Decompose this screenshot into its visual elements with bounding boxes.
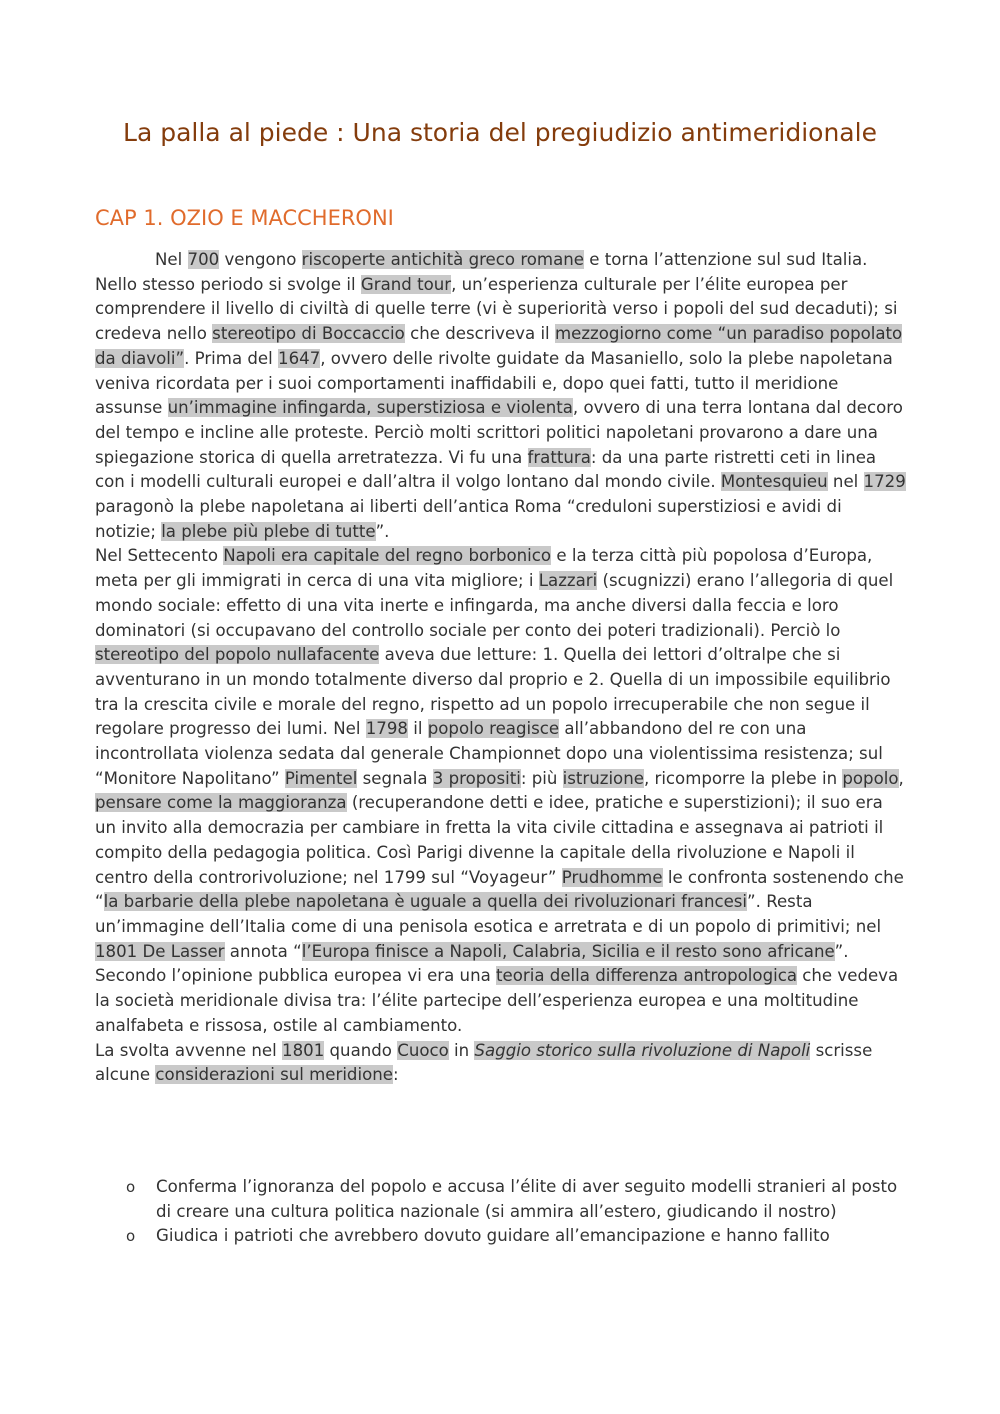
text-run: e la terza città più popolosa d’Europa, meta per gli immigrati in cerca di una vita migliore; i — [95, 546, 873, 591]
highlighted-book-title: Saggio storico sulla rivoluzione di Napoli — [474, 1040, 811, 1060]
text-run: ”. — [375, 521, 390, 541]
text-run: , un’esperienza culturale per l’élite europea per comprendere il livello di civiltà di quelle terre (vi è superiorità verso i popoli del sud decaduti); si credeva nello — [95, 274, 898, 344]
paragraph-3 — [95, 1039, 907, 1088]
text-run: all’abbandono del re con una incontrollata violenza sedata dal generale Championnet dopo una violentissima resistenza; sul “Monitore Napolitano” — [95, 719, 883, 788]
text-run: annota “ — [224, 941, 302, 961]
highlighted-text: popolo — [842, 768, 899, 788]
text-run: La svolta avvenne nel — [95, 1040, 283, 1060]
text-run: , ovvero di una terra lontana dal decoro del tempo e incline alle proteste. Perciò molti scrittori politici napoletani provarono a dare una spiegazione storica di quella arretratezza. Vi fu una — [95, 398, 903, 467]
highlighted-text: frattura — [527, 447, 591, 467]
list-item-text: Giudica i patrioti che avrebbero dovuto guidare all’emancipazione e hanno fallito — [156, 1226, 830, 1246]
text-run: aveva due letture: 1. Quella dei lettori d’oltralpe che si avventurano in un mondo totalmente diverso dal proprio e 2. Quella di un impossibile equilibrio tra la crescita civile e morale del regno, rispetto ad un popolo irrecuperabile che non segue il regolare progresso dei lumi. Nel — [95, 645, 891, 739]
highlighted-text: un’immagine infingarda, superstiziosa e violenta — [167, 398, 573, 418]
text-run: (recuperandone detti e idee, pratiche e superstizioni); il suo era un invito alla democrazia per cambiare in fretta la vita civile cittadina e assegnava ai patrioti il compito della pedagogia politica. Così Parigi divenne la capitale della rivoluzione e Napoli il centro della controrivoluzione; nel 1799 sul “Voyageur” — [95, 793, 884, 887]
highlighted-text: stereotipo di Boccaccio — [212, 324, 405, 344]
highlighted-text: Napoli era capitale del regno borbonico — [223, 546, 552, 566]
text-run: ”. Resta un’immagine dell’Italia come di una penisola esotica e arretrata e di un popolo di primitivi; nel — [95, 892, 882, 936]
text-run: vengono — [219, 250, 302, 269]
document-title: La palla al piede : Una storia del pregiudizio antimeridionale — [123, 118, 877, 147]
text-run: ”. Secondo l’opinione pubblica europea vi era una — [95, 941, 886, 986]
text-run: Nel — [155, 250, 188, 269]
text-run: scrisse alcune — [95, 1040, 873, 1085]
highlighted-text: l’Europa finisce a Napoli, Calabria, Sicilia e il resto sono africane — [301, 941, 835, 961]
paragraph-1 — [95, 248, 907, 544]
text-run: : — [392, 1065, 399, 1085]
highlighted-text: 3 propositi — [432, 768, 521, 788]
text-run: nel — [827, 472, 864, 492]
highlighted-text: 1798 — [365, 719, 408, 739]
chapter-heading: CAP 1. OZIO E MACCHERONI — [95, 206, 394, 230]
list-item-text: Conferma l’ignoranza del popolo e accusa l’élite di aver seguito modelli stranieri al posto di creare una cultura politica nazionale (si ammira all’estero, giudicando il nostro) — [156, 1177, 898, 1221]
highlighted-text: teoria della differenza antropologica — [496, 966, 798, 986]
text-run: che descriveva il — [404, 324, 555, 344]
highlighted-text: riscoperte antichità greco romane — [301, 250, 584, 269]
highlighted-text: Pimentel — [284, 768, 358, 788]
bullet-list — [95, 1175, 907, 1249]
text-run: . Prima del — [184, 348, 279, 368]
highlighted-text: 1647 — [278, 348, 321, 368]
text-run: il — [407, 719, 428, 739]
highlighted-text: Montesquieu — [720, 472, 828, 492]
highlighted-text: Cuoco — [397, 1040, 449, 1060]
highlighted-text: Lazzari — [538, 571, 598, 591]
highlighted-text: 700 — [187, 250, 220, 269]
list-item — [95, 1175, 907, 1224]
highlighted-text: pensare come la maggioranza — [95, 793, 347, 813]
text-run: e torna l’attenzione sul sud Italia. Nello stesso periodo si svolge il — [95, 250, 868, 294]
text-run: (scugnizzi) erano l’allegoria di quel mondo sociale: effetto di una vita inerte e infingarda, ma anche diversi dalla feccia e loro dominatori (si occupavano del controllo sociale per conto dei poteri tradizionali). Perciò lo — [95, 571, 894, 640]
highlighted-text: 1729 — [863, 472, 906, 492]
highlighted-text: la plebe più plebe di tutte — [161, 521, 376, 541]
highlighted-text: popolo reagisce — [427, 719, 560, 739]
text-run: : più — [520, 768, 563, 788]
text-run: paragonò la plebe napoletana ai liberti dell’antica Roma “creduloni superstiziosi e avidi di notizie; — [95, 497, 842, 541]
highlighted-text: Prudhomme — [561, 867, 663, 887]
bullet-marker: o — [126, 1227, 136, 1246]
text-run: segnala — [357, 768, 433, 788]
text-run: le confronta sostenendo che “ — [95, 867, 904, 912]
list-item — [95, 1224, 907, 1249]
text-run: , ricomporre la plebe in — [643, 768, 843, 788]
highlighted-text: istruzione — [562, 768, 644, 788]
text-run: , ovvero delle rivolte guidate da Masaniello, solo la plebe napoletana veniva ricordata per i suoi comportamenti inaffidabili e, dopo quei fatti, tutto il meridione assunse — [95, 348, 893, 418]
bullet-marker: o — [126, 1178, 136, 1196]
text-run: Nel Settecento — [95, 546, 224, 566]
highlighted-text: considerazioni sul meridione — [155, 1065, 393, 1085]
highlighted-text: Grand tour — [360, 274, 452, 294]
highlighted-text: la barbarie della plebe napoletana è uguale a quella dei rivoluzionari francesi — [103, 892, 748, 912]
text-run: : da una parte ristretti ceti in linea con i modelli culturali europei e dall’altra il volgo lontano dal mondo civile. — [95, 447, 877, 492]
text-run: , — [898, 768, 904, 788]
highlighted-text: mezzogiorno come “un paradiso popolato da diavoli” — [95, 324, 903, 368]
highlighted-text: stereotipo del popolo nullafacente — [95, 645, 380, 665]
text-run: quando — [324, 1040, 398, 1060]
highlighted-text: 1801 De Lasser — [95, 941, 225, 961]
text-run: in — [448, 1040, 475, 1060]
highlighted-text: 1801 — [282, 1040, 325, 1060]
paragraph-2 — [95, 544, 907, 1038]
text-run: che vedeva la società meridionale divisa tra: l’élite partecipe dell’esperienza europea e una moltitudine analfabeta e rissosa, ostile al cambiamento. — [95, 966, 899, 1035]
document-body — [95, 248, 907, 1088]
